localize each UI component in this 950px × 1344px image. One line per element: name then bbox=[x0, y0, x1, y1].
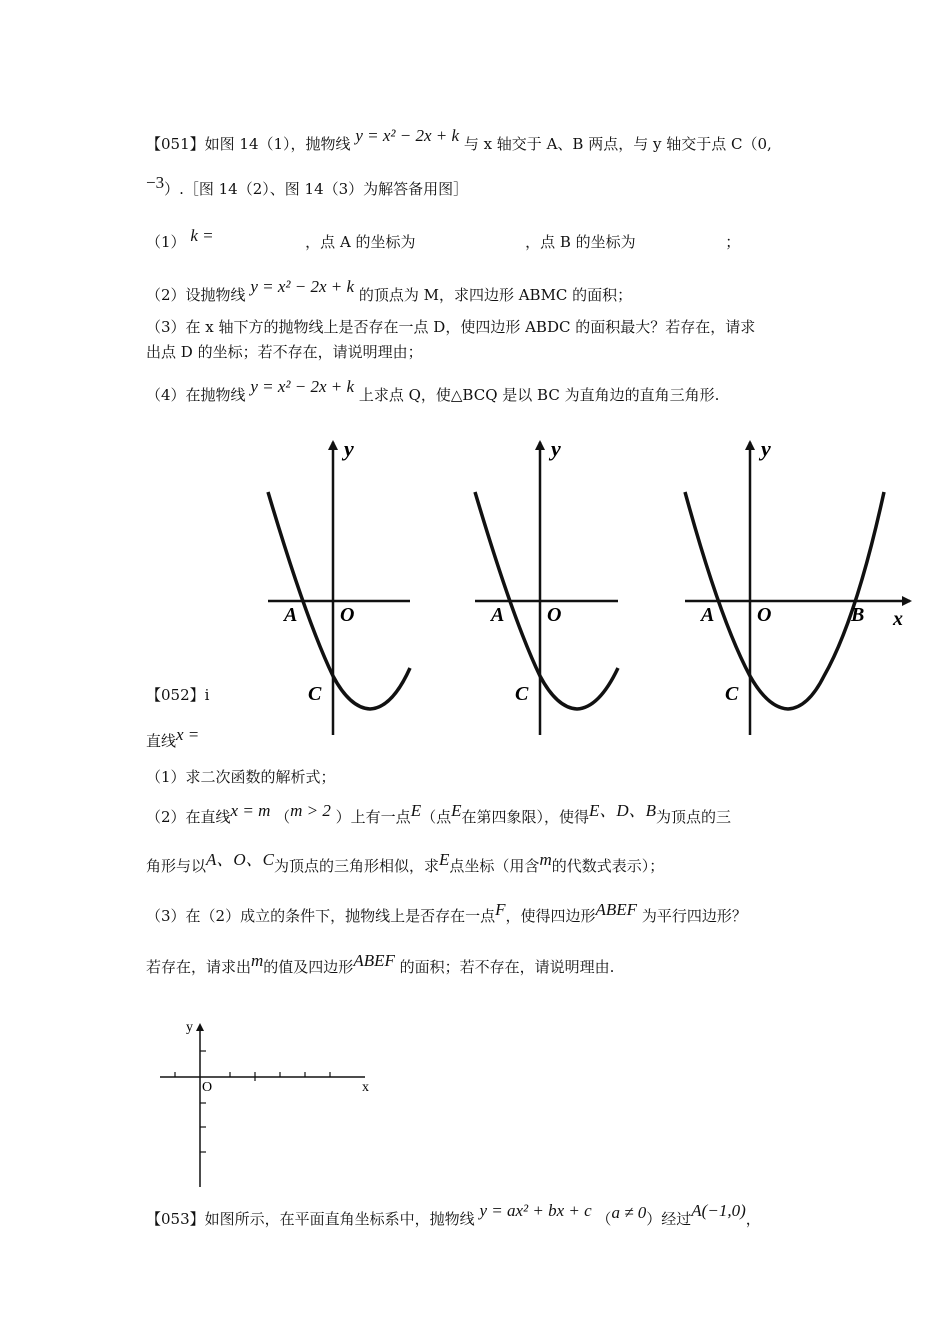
q052-ABEF: ABEF bbox=[595, 900, 638, 919]
q052-part2-text: （2）在直线 bbox=[146, 808, 231, 826]
q051-k-blank-label: k = bbox=[190, 226, 214, 245]
graph-1-O-label: O bbox=[340, 604, 355, 626]
q052-ABEF-2: ABEF bbox=[353, 951, 395, 970]
q052-point-F: F bbox=[495, 900, 506, 919]
small-y-label: y bbox=[186, 1020, 193, 1035]
q051-part1-end: ； bbox=[725, 233, 741, 251]
q052-AOC: A、O、C bbox=[206, 850, 275, 869]
q051-point-a-label: ，点 A 的坐标为 bbox=[305, 233, 416, 251]
graph-3-x-label: x bbox=[893, 608, 903, 630]
q051-intro-text-2: 与 x 轴交于 A、B 两点，与 y 轴交于点 C（0, bbox=[463, 135, 772, 153]
small-y-ticks bbox=[200, 1051, 206, 1152]
q051-part2-formula: y = x² − 2x + k bbox=[250, 277, 355, 296]
q053-text-2: ）经过 bbox=[646, 1210, 692, 1228]
small-x-label: x bbox=[362, 1080, 369, 1095]
q052-point-E-2: E bbox=[451, 801, 462, 820]
q052-line-xm: x = m bbox=[230, 801, 271, 820]
graph-2-A-label: A bbox=[491, 604, 505, 626]
q052-m-var-2: m bbox=[251, 951, 264, 970]
q052-part3-text: （3）在（2）成立的条件下，抛物线上是否存在一点 bbox=[146, 907, 496, 925]
q052-part3-text-3: 为平行四边形？ bbox=[641, 907, 747, 925]
small-axes-figure bbox=[150, 1015, 390, 1195]
q052-line-word: 直线 bbox=[146, 732, 177, 750]
graph-3-B-label: B bbox=[851, 604, 865, 626]
graph-3 bbox=[685, 436, 910, 735]
q051-part3-line1: （3）在 x 轴下方的抛物线上是否存在一点 D，使四边形 ABDC 的面积最大？若存在，请求 bbox=[146, 318, 756, 336]
graph-3-C-label: C bbox=[725, 683, 739, 705]
q051-part4-text-2: 上求点 Q，使△BCQ 是以 BC 为直角边的直角三角形. bbox=[358, 386, 720, 404]
q052-part3-text-2: ，使得四边形 bbox=[505, 907, 596, 925]
q052-m-var: m bbox=[539, 850, 552, 869]
q053-line bbox=[146, 1201, 761, 1230]
q052-EDB: E、D、B bbox=[589, 801, 657, 820]
q051-part2-text: （2）设抛物线 bbox=[146, 286, 246, 304]
q052-part3b-text-2: 的值及四边形 bbox=[263, 958, 354, 976]
parabola-figures bbox=[0, 430, 950, 770]
q052-part3-line2 bbox=[146, 951, 615, 978]
q051-c-value: −3 bbox=[146, 173, 165, 192]
graph-1 bbox=[268, 436, 410, 735]
q051-intro-line-2 bbox=[146, 173, 469, 200]
q052-line-x: x = bbox=[176, 725, 200, 744]
graph-1-C-label: C bbox=[308, 683, 322, 705]
q052-part2-text-5: 为顶点的三 bbox=[656, 808, 732, 826]
q052-part2b-text-4: 的代数式表示）； bbox=[551, 857, 665, 875]
q052-part2-text-4: 在第四象限），使得 bbox=[461, 808, 589, 826]
q051-intro-line bbox=[146, 126, 772, 155]
q052-part3b-text-3: 的面积；若不存在，请说明理由. bbox=[399, 958, 615, 976]
q051-part4-text: （4）在抛物线 bbox=[146, 386, 246, 404]
q052-line-partial bbox=[146, 725, 200, 752]
q052-tag: 【052】i bbox=[146, 686, 210, 704]
q052-part2b-text: 角形与以 bbox=[146, 857, 207, 875]
q052-part1: （1）求二次函数的解析式； bbox=[146, 768, 336, 786]
graph-1-y-label: y bbox=[344, 436, 354, 461]
q053-condition: a ≠ 0 bbox=[611, 1203, 647, 1222]
q051-part1-num: （1） bbox=[146, 233, 186, 251]
q053-text-3: ， bbox=[745, 1210, 761, 1228]
q051-part1 bbox=[146, 226, 741, 253]
q051-intro-text: 如图 14（1），抛物线 bbox=[204, 135, 351, 153]
q052-part2-text-2: ）上有一点 bbox=[335, 808, 411, 826]
q051-part3-line2: 出点 D 的坐标；若不存在，请说明理由； bbox=[146, 343, 423, 361]
q052-part3-line1 bbox=[146, 900, 747, 927]
small-origin-label: O bbox=[202, 1080, 213, 1095]
graph-3-A-label: A bbox=[701, 604, 715, 626]
q052-point-E: E bbox=[410, 801, 422, 820]
q053-formula: y = ax² + bx + c bbox=[479, 1201, 592, 1220]
q051-part4 bbox=[146, 377, 720, 406]
graph-3-y-label: y bbox=[761, 436, 771, 461]
graph-2-C-label: C bbox=[515, 683, 529, 705]
q052-part2-line2 bbox=[146, 850, 665, 877]
q052-paren-open: （ bbox=[275, 808, 291, 826]
q051-part2 bbox=[146, 277, 633, 306]
q053-paren: （ bbox=[596, 1210, 612, 1228]
q053-text: 如图所示，在平面直角坐标系中，抛物线 bbox=[204, 1210, 475, 1228]
q052-m-condition: m > 2 bbox=[290, 801, 331, 820]
q051-point-b-label: ，点 B 的坐标为 bbox=[525, 233, 636, 251]
q052-part2b-text-3: 点坐标（用含 bbox=[449, 857, 540, 875]
q052-part2-line1 bbox=[146, 801, 732, 828]
q052-point-E-3: E bbox=[439, 850, 450, 869]
q051-formula: y = x² − 2x + k bbox=[355, 126, 460, 145]
q053-point-A: A(−1,0) bbox=[691, 1201, 746, 1220]
q052-part3b-text: 若存在，请求出 bbox=[146, 958, 252, 976]
graph-2-y-label: y bbox=[551, 436, 561, 461]
graph-2-O-label: O bbox=[547, 604, 562, 626]
graph-2 bbox=[475, 436, 618, 735]
q052-tag-line bbox=[146, 684, 209, 706]
graph-3-O-label: O bbox=[757, 604, 772, 626]
q051-tag: 【051】 bbox=[146, 135, 205, 153]
q052-part2b-text-2: 为顶点的三角形相似，求 bbox=[274, 857, 440, 875]
q053-tag: 【053】 bbox=[146, 1210, 205, 1228]
q051-part2-text-2: 的顶点为 M，求四边形 ABMC 的面积； bbox=[358, 286, 633, 304]
q052-part2-text-3: （点 bbox=[421, 808, 452, 826]
graph-1-A-label: A bbox=[284, 604, 298, 626]
q051-figure-note: ）.［图 14（2）、图 14（3）为解答备用图］ bbox=[164, 180, 469, 198]
q051-part4-formula: y = x² − 2x + k bbox=[250, 377, 355, 396]
